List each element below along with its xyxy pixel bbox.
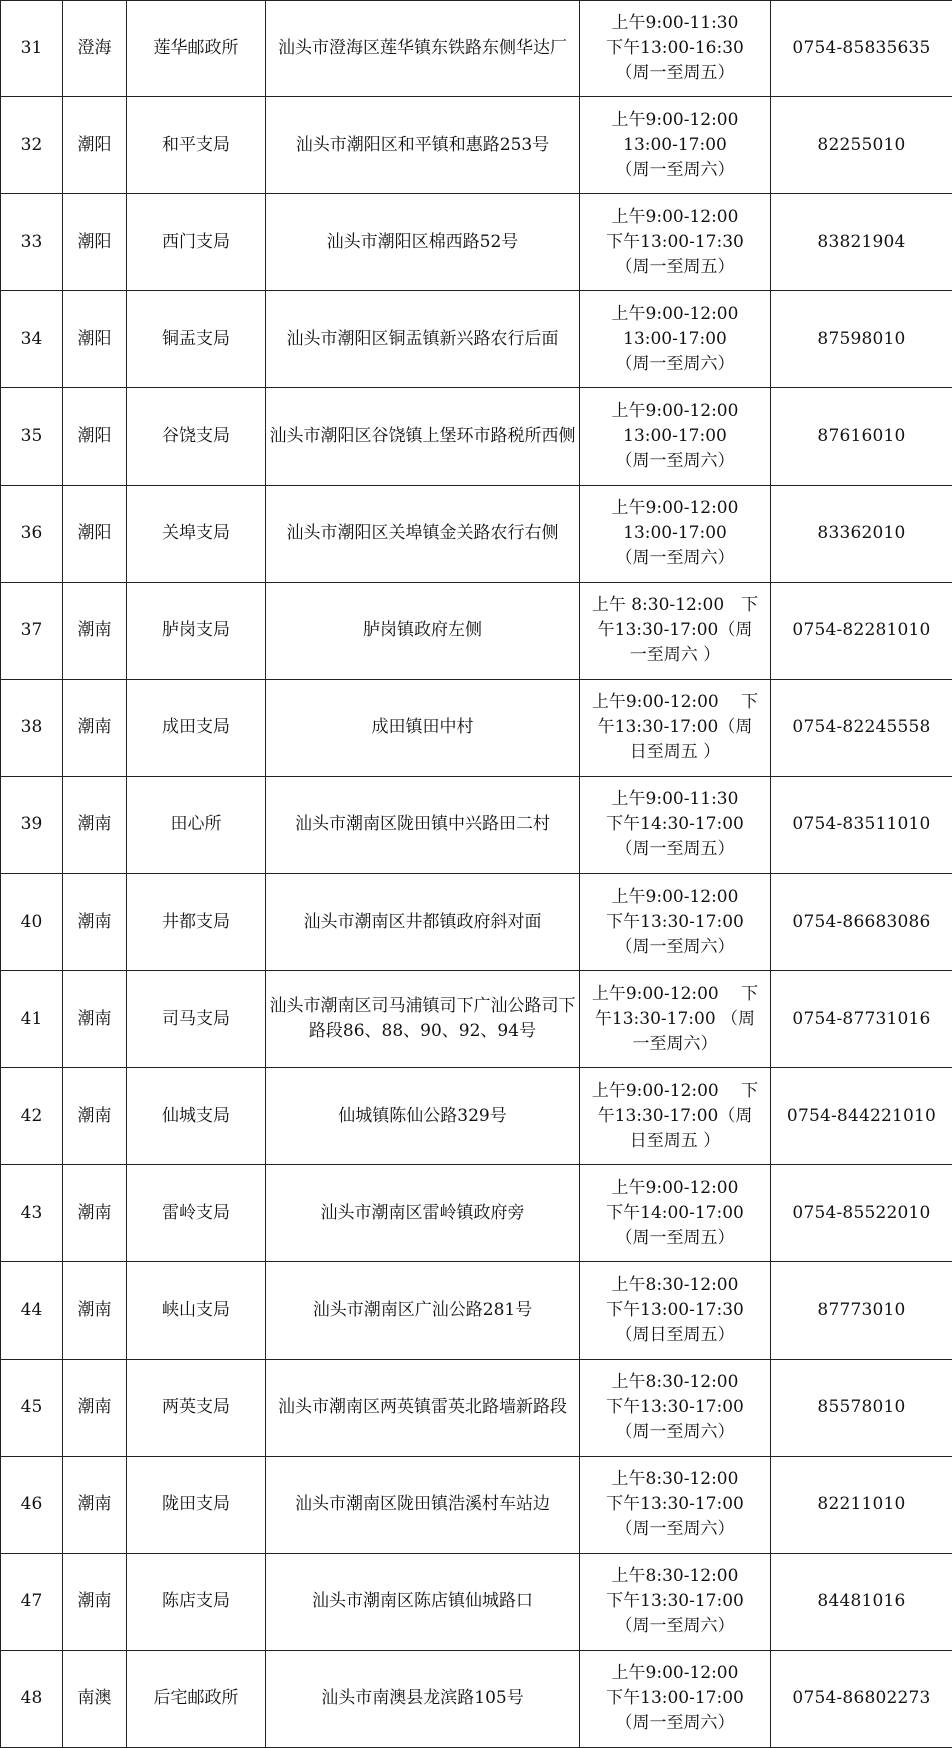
row-number-cell: 37 bbox=[1, 582, 63, 679]
table-row bbox=[1, 971, 952, 1068]
district-cell: 潮南 bbox=[63, 1456, 127, 1553]
table-row bbox=[1, 1262, 952, 1359]
table-row bbox=[1, 291, 952, 388]
business-hours-line: 上午9:00-12:00 bbox=[611, 303, 739, 324]
address-cell: 汕头市潮阳区铜盂镇新兴路农行后面 bbox=[266, 291, 580, 388]
office-name-cell: 后宅邮政所 bbox=[127, 1650, 266, 1747]
business-hours-line: 日至周五 ） bbox=[629, 742, 721, 763]
district-cell: 潮阳 bbox=[63, 97, 127, 194]
business-hours-cell bbox=[580, 582, 771, 679]
business-hours-line: 午13:30-17:00（周 bbox=[597, 717, 753, 738]
district-cell: 潮南 bbox=[63, 1359, 127, 1456]
table-row bbox=[1, 1068, 952, 1165]
table-row bbox=[1, 1359, 952, 1456]
row-number-cell: 44 bbox=[1, 1262, 63, 1359]
business-hours-cell bbox=[580, 1, 771, 97]
business-hours-line: 13:00-17:00 bbox=[623, 328, 727, 349]
office-name-cell: 陈店支局 bbox=[127, 1553, 266, 1650]
row-number-cell: 40 bbox=[1, 873, 63, 970]
row-number-cell: 43 bbox=[1, 1165, 63, 1262]
table-row bbox=[1, 873, 952, 970]
business-hours-cell bbox=[580, 1165, 771, 1262]
office-name-cell: 峡山支局 bbox=[127, 1262, 266, 1359]
business-hours-cell bbox=[580, 97, 771, 194]
office-name-cell: 谷饶支局 bbox=[127, 388, 266, 485]
row-number-cell: 47 bbox=[1, 1553, 63, 1650]
row-number-cell: 33 bbox=[1, 194, 63, 291]
address-cell: 汕头市潮南区广汕公路281号 bbox=[266, 1262, 580, 1359]
business-hours-line: 午13:30-17:00（周 bbox=[597, 1105, 753, 1126]
business-hours-cell bbox=[580, 1456, 771, 1553]
row-number-cell: 32 bbox=[1, 97, 63, 194]
phone-cell: 0754-844221010 bbox=[771, 1068, 952, 1165]
row-number-cell: 35 bbox=[1, 388, 63, 485]
phone-cell: 0754-82281010 bbox=[771, 582, 952, 679]
address-cell: 汕头市潮阳区和平镇和惠路253号 bbox=[266, 97, 580, 194]
business-hours-cell bbox=[580, 1650, 771, 1747]
row-number-cell: 34 bbox=[1, 291, 63, 388]
office-name-cell: 莲华邮政所 bbox=[127, 1, 266, 97]
table-row bbox=[1, 1, 952, 97]
business-hours-line: （周一至周六） bbox=[615, 936, 735, 957]
office-name-cell: 和平支局 bbox=[127, 97, 266, 194]
business-hours-line: 上午8:30-12:00 bbox=[611, 1566, 739, 1587]
business-hours-line: 上午9:00-12:00 bbox=[611, 1177, 739, 1198]
table-row bbox=[1, 1165, 952, 1262]
business-hours-line: 13:00-17:00 bbox=[623, 134, 727, 155]
business-hours-cell bbox=[580, 485, 771, 582]
table-row bbox=[1, 1650, 952, 1747]
office-name-cell: 铜盂支局 bbox=[127, 291, 266, 388]
district-cell: 潮南 bbox=[63, 776, 127, 873]
address-cell: 胪岗镇政府左侧 bbox=[266, 582, 580, 679]
address-cell: 汕头市潮南区陇田镇浩溪村车站边 bbox=[266, 1456, 580, 1553]
district-cell: 潮南 bbox=[63, 1553, 127, 1650]
business-hours-line: 上午9:00-12:00 bbox=[611, 1663, 739, 1684]
office-name-cell: 西门支局 bbox=[127, 194, 266, 291]
business-hours-line: 上午 8:30-12:00 下 bbox=[591, 595, 759, 616]
district-cell: 澄海 bbox=[63, 1, 127, 97]
district-cell: 潮南 bbox=[63, 1068, 127, 1165]
table-row bbox=[1, 582, 952, 679]
office-name-cell: 胪岗支局 bbox=[127, 582, 266, 679]
row-number-cell: 46 bbox=[1, 1456, 63, 1553]
business-hours-line: （周一至周五） bbox=[615, 63, 735, 84]
district-cell: 南澳 bbox=[63, 1650, 127, 1747]
business-hours-line: 下午14:00-17:00 bbox=[606, 1202, 744, 1223]
business-hours-line: （周日至周五） bbox=[615, 1324, 735, 1345]
business-hours-line: 上午9:00-12:00 下 bbox=[591, 983, 759, 1004]
business-hours-line: 午13:30-17:00（周 bbox=[597, 620, 753, 641]
business-hours-line: 上午9:00-12:00 下 bbox=[591, 1080, 759, 1101]
business-hours-line: 下午13:30-17:00 bbox=[606, 911, 744, 932]
business-hours-cell bbox=[580, 388, 771, 485]
district-cell: 潮南 bbox=[63, 971, 127, 1068]
business-hours-line: 上午9:00-11:30 bbox=[611, 13, 739, 34]
business-hours-line: （周一至周五） bbox=[615, 839, 735, 860]
district-cell: 潮阳 bbox=[63, 388, 127, 485]
business-hours-line: 上午9:00-12:00 bbox=[611, 109, 739, 130]
row-number-cell: 31 bbox=[1, 1, 63, 97]
office-name-cell: 田心所 bbox=[127, 776, 266, 873]
phone-cell: 0754-85835635 bbox=[771, 1, 952, 97]
table-row bbox=[1, 194, 952, 291]
phone-cell: 0754-86683086 bbox=[771, 873, 952, 970]
business-hours-line: 日至周五 ） bbox=[629, 1130, 721, 1151]
address-cell: 汕头市潮南区井都镇政府斜对面 bbox=[266, 873, 580, 970]
business-hours-line: 下午13:30-17:00 bbox=[606, 1397, 744, 1418]
office-name-cell: 仙城支局 bbox=[127, 1068, 266, 1165]
business-hours-line: 下午13:00-17:00 bbox=[606, 1688, 744, 1709]
district-cell: 潮阳 bbox=[63, 291, 127, 388]
address-cell: 汕头市澄海区莲华镇东铁路东侧华达厂 bbox=[266, 1, 580, 97]
office-name-cell: 关埠支局 bbox=[127, 485, 266, 582]
business-hours-cell bbox=[580, 291, 771, 388]
row-number-cell: 42 bbox=[1, 1068, 63, 1165]
address-cell: 汕头市潮阳区棉西路52号 bbox=[266, 194, 580, 291]
business-hours-line: （周一至周六） bbox=[615, 1713, 735, 1734]
business-hours-line: 上午8:30-12:00 bbox=[611, 1469, 739, 1490]
office-name-cell: 井都支局 bbox=[127, 873, 266, 970]
office-name-cell: 司马支局 bbox=[127, 971, 266, 1068]
business-hours-line: 下午13:00-17:30 bbox=[606, 1299, 744, 1320]
district-cell: 潮阳 bbox=[63, 194, 127, 291]
row-number-cell: 39 bbox=[1, 776, 63, 873]
business-hours-line: （周一至周六） bbox=[615, 1519, 735, 1540]
business-hours-line: （周一至周六） bbox=[615, 159, 735, 180]
district-cell: 潮南 bbox=[63, 873, 127, 970]
business-hours-line: 上午9:00-11:30 bbox=[611, 789, 739, 810]
address-cell: 汕头市潮阳区谷饶镇上堡环市路税所西侧 bbox=[266, 388, 580, 485]
phone-cell: 85578010 bbox=[771, 1359, 952, 1456]
district-cell: 潮南 bbox=[63, 679, 127, 776]
business-hours-line: 下午13:30-17:00 bbox=[606, 1494, 744, 1515]
business-hours-line: （周一至周六） bbox=[615, 450, 735, 471]
business-hours-line: （周一至周五） bbox=[615, 256, 735, 277]
business-hours-cell bbox=[580, 679, 771, 776]
business-hours-cell bbox=[580, 1262, 771, 1359]
table-row bbox=[1, 388, 952, 485]
business-hours-cell bbox=[580, 971, 771, 1068]
address-cell: 汕头市潮南区两英镇雷英北路墙新路段 bbox=[266, 1359, 580, 1456]
business-hours-line: 下午13:00-17:30 bbox=[606, 231, 744, 252]
business-hours-line: （周一至周六） bbox=[615, 353, 735, 374]
table-row bbox=[1, 776, 952, 873]
phone-cell: 0754-87731016 bbox=[771, 971, 952, 1068]
address-cell: 汕头市南澳县龙滨路105号 bbox=[266, 1650, 580, 1747]
phone-cell: 87598010 bbox=[771, 291, 952, 388]
table-row bbox=[1, 97, 952, 194]
phone-cell: 0754-82245558 bbox=[771, 679, 952, 776]
phone-cell: 0754-86802273 bbox=[771, 1650, 952, 1747]
address-cell: 成田镇田中村 bbox=[266, 679, 580, 776]
row-number-cell: 36 bbox=[1, 485, 63, 582]
table-row bbox=[1, 679, 952, 776]
table-row bbox=[1, 1553, 952, 1650]
office-name-cell: 两英支局 bbox=[127, 1359, 266, 1456]
phone-cell: 84481016 bbox=[771, 1553, 952, 1650]
business-hours-cell bbox=[580, 873, 771, 970]
row-number-cell: 38 bbox=[1, 679, 63, 776]
business-hours-cell bbox=[580, 776, 771, 873]
district-cell: 潮南 bbox=[63, 1262, 127, 1359]
phone-cell: 0754-83511010 bbox=[771, 776, 952, 873]
business-hours-line: 上午9:00-12:00 下 bbox=[591, 692, 759, 713]
business-hours-line: （周一至周五） bbox=[615, 1227, 735, 1248]
business-hours-cell bbox=[580, 1359, 771, 1456]
business-hours-line: 上午9:00-12:00 bbox=[611, 400, 739, 421]
business-hours-line: 上午8:30-12:00 bbox=[611, 1274, 739, 1295]
phone-cell: 82255010 bbox=[771, 97, 952, 194]
address-cell: 仙城镇陈仙公路329号 bbox=[266, 1068, 580, 1165]
row-number-cell: 45 bbox=[1, 1359, 63, 1456]
business-hours-line: 一至周六 ） bbox=[629, 645, 721, 666]
phone-cell: 87773010 bbox=[771, 1262, 952, 1359]
table-row bbox=[1, 485, 952, 582]
business-hours-line: 下午13:30-17:00 bbox=[606, 1591, 744, 1612]
business-hours-line: 上午8:30-12:00 bbox=[611, 1372, 739, 1393]
business-hours-line: 上午9:00-12:00 bbox=[611, 498, 739, 519]
business-hours-line: 上午9:00-12:00 bbox=[611, 886, 739, 907]
business-hours-line: （周一至周六） bbox=[615, 1422, 735, 1443]
business-hours-line: 一至周六） bbox=[632, 1033, 718, 1054]
table-row bbox=[1, 1456, 952, 1553]
address-cell: 汕头市潮南区司马浦镇司下广汕公路司下路段86、88、90、92、94号 bbox=[266, 971, 580, 1068]
row-number-cell: 41 bbox=[1, 971, 63, 1068]
office-name-cell: 雷岭支局 bbox=[127, 1165, 266, 1262]
phone-cell: 0754-85522010 bbox=[771, 1165, 952, 1262]
business-hours-line: 下午13:00-16:30 bbox=[606, 38, 744, 59]
district-cell: 潮阳 bbox=[63, 485, 127, 582]
business-hours-cell bbox=[580, 1068, 771, 1165]
address-cell: 汕头市潮南区陇田镇中兴路田二村 bbox=[266, 776, 580, 873]
business-hours-line: 下午14:30-17:00 bbox=[606, 814, 744, 835]
business-hours-line: 上午9:00-12:00 bbox=[611, 206, 739, 227]
business-hours-line: 13:00-17:00 bbox=[623, 425, 727, 446]
district-cell: 潮南 bbox=[63, 1165, 127, 1262]
phone-cell: 83821904 bbox=[771, 194, 952, 291]
phone-cell: 82211010 bbox=[771, 1456, 952, 1553]
business-hours-line: （周一至周六） bbox=[615, 1616, 735, 1637]
address-cell: 汕头市潮阳区关埠镇金关路农行右侧 bbox=[266, 485, 580, 582]
business-hours-cell bbox=[580, 1553, 771, 1650]
office-name-cell: 成田支局 bbox=[127, 679, 266, 776]
business-hours-line: 午13:30-17:00 （周 bbox=[594, 1008, 756, 1029]
row-number-cell: 48 bbox=[1, 1650, 63, 1747]
address-cell: 汕头市潮南区陈店镇仙城路口 bbox=[266, 1553, 580, 1650]
table-body bbox=[1, 1, 952, 1748]
office-name-cell: 陇田支局 bbox=[127, 1456, 266, 1553]
business-hours-cell bbox=[580, 194, 771, 291]
district-cell: 潮南 bbox=[63, 582, 127, 679]
business-hours-line: 13:00-17:00 bbox=[623, 523, 727, 544]
phone-cell: 83362010 bbox=[771, 485, 952, 582]
business-hours-line: （周一至周六） bbox=[615, 548, 735, 569]
address-cell: 汕头市潮南区雷岭镇政府旁 bbox=[266, 1165, 580, 1262]
phone-cell: 87616010 bbox=[771, 388, 952, 485]
